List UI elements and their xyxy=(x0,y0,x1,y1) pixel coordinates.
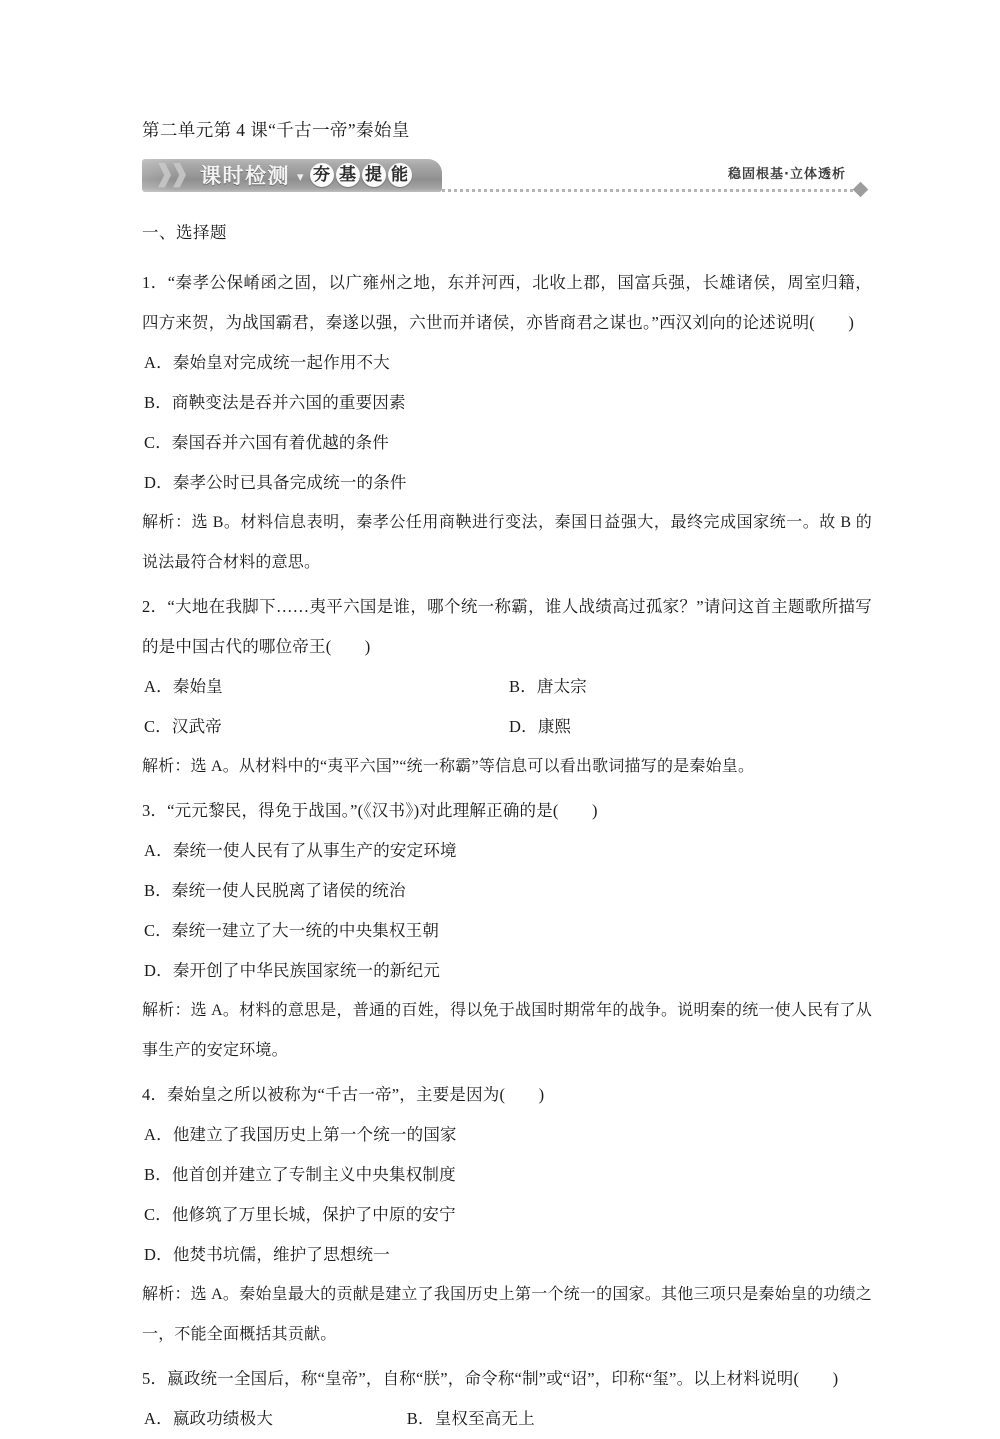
banner-dotted-rule xyxy=(442,189,854,192)
question-option: B．皇权至高无上 xyxy=(405,1399,872,1439)
question-option: B．唐太宗 xyxy=(507,667,872,707)
question-content xyxy=(142,207,872,1439)
section-heading: 一、选择题 xyxy=(142,221,872,246)
banner-subtitle: 稳固根基·立体透析 xyxy=(728,163,846,182)
banner-pill: 提 xyxy=(362,163,386,187)
question-option: A．秦始皇 xyxy=(142,667,507,707)
question-explanation: 解析：选 A。材料的意思是，普通的百姓，得以免于战国时期常年的战争。说明秦的统一使人民有了从事生产的安定环境。 xyxy=(142,991,872,1071)
question-option: D．康熙 xyxy=(507,707,872,747)
question-explanation: 解析：选 A。秦始皇最大的贡献是建立了我国历史上第一个统一的国家。其他三项只是秦始皇的功绩之一，不能全面概括其贡献。 xyxy=(142,1275,872,1355)
question-option: D．他焚书坑儒，维护了思想统一 xyxy=(142,1235,872,1275)
question-block xyxy=(142,1359,872,1439)
question-options-grid xyxy=(142,667,872,747)
diamond-marker-icon xyxy=(853,181,869,197)
question-block xyxy=(142,587,872,787)
banner-pill-group xyxy=(310,163,412,187)
question-block xyxy=(142,791,872,1071)
question-option: A．他建立了我国历史上第一个统一的国家 xyxy=(142,1115,872,1155)
section-banner xyxy=(142,159,872,201)
banner-pill: 基 xyxy=(336,163,360,187)
banner-pill: 能 xyxy=(388,163,412,187)
question-options-grid xyxy=(142,1399,872,1439)
question-option: C．汉武帝 xyxy=(142,707,507,747)
question-option: C．秦国吞并六国有着优越的条件 xyxy=(142,423,872,463)
question-explanation: 解析：选 A。从材料中的“夷平六国”“统一称霸”等信息可以看出歌词描写的是秦始皇。 xyxy=(142,747,872,787)
banner-separator-icon: ▾ xyxy=(297,169,304,185)
question-option: C．秦统一建立了大一统的中央集权王朝 xyxy=(142,911,872,951)
chapter-title: 第二单元第 4 课“千古一帝”秦始皇 xyxy=(142,118,872,143)
question-explanation: 解析：选 B。材料信息表明，秦孝公任用商鞅进行变法，秦国日益强大，最终完成国家统一。故 B 的说法最符合材料的意思。 xyxy=(142,503,872,583)
question-option: A．秦始皇对完成统一起作用不大 xyxy=(142,343,872,383)
banner-text-group xyxy=(200,159,412,192)
question-option: D．秦开创了中华民族国家统一的新纪元 xyxy=(142,951,872,991)
question-block xyxy=(142,1075,872,1355)
banner-pill: 夯 xyxy=(310,163,334,187)
question-option: C．他修筑了万里长城，保护了中原的安宁 xyxy=(142,1195,872,1235)
question-stem: 3．“元元黎民，得免于战国。”(《汉书》)对此理解正确的是( ) xyxy=(142,791,872,831)
banner-plate xyxy=(142,159,442,192)
question-option: B．商鞅变法是吞并六国的重要因素 xyxy=(142,383,872,423)
question-stem: 5．嬴政统一全国后，称“皇帝”，自称“朕”，命令称“制”或“诏”，印称“玺”。以上材料说明( ) xyxy=(142,1359,872,1399)
question-option: A．嬴政功绩极大 xyxy=(142,1399,405,1439)
question-stem: 2．“大地在我脚下……夷平六国是谁，哪个统一称霸，谁人战绩高过孤家？”请问这首主题歌所描写的是中国古代的哪位帝王( ) xyxy=(142,587,872,667)
question-stem: 4．秦始皇之所以被称为“千古一帝”，主要是因为( ) xyxy=(142,1075,872,1115)
question-option: A．秦统一使人民有了从事生产的安定环境 xyxy=(142,831,872,871)
question-stem: 1．“秦孝公保崤函之固，以广雍州之地，东并河西，北收上郡，国富兵强，长雄诸侯，周室归籍，四方来贺，为战国霸君，秦遂以强，六世而并诸侯，亦皆商君之谋也。”西汉刘向的论述说明( ) xyxy=(142,263,872,343)
question-option: B．他首创并建立了专制主义中央集权制度 xyxy=(142,1155,872,1195)
question-block xyxy=(142,263,872,583)
question-option: B．秦统一使人民脱离了诸侯的统治 xyxy=(142,871,872,911)
question-option: D．秦孝公时已具备完成统一的条件 xyxy=(142,463,872,503)
banner-main-label: 课时检测 xyxy=(200,160,290,190)
